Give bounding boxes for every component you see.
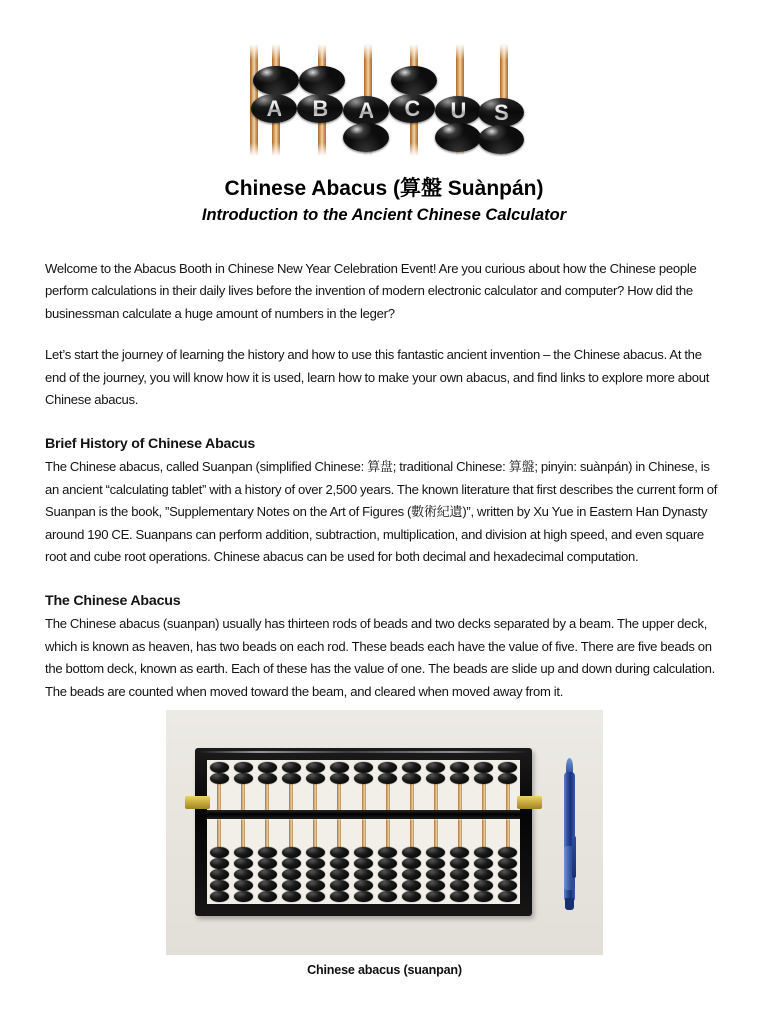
section-body-abacus: The Chinese abacus (suanpan) usually has thirteen rods of beads and two decks separated by a beam. The upper deck, which is known as heaven, has two beads on each rod. These beads each have the value of five. There are five beads on the bottom deck, known as earth. Each of these has the value of one. The beads are slide up and down during calculation. The beads are counted when moved toward the beam, and cleared when moved away from it. bbox=[45, 616, 716, 699]
abacus-bead-earth bbox=[282, 880, 301, 891]
abacus-bead-heaven bbox=[258, 773, 277, 784]
abacus-bead-heaven bbox=[402, 762, 421, 773]
abacus-bead-earth bbox=[378, 858, 397, 869]
abacus-brass-fitting bbox=[517, 796, 542, 809]
abacus-bead-heaven bbox=[306, 773, 325, 784]
abacus-bead-earth bbox=[210, 869, 229, 880]
section-heading-history: Brief History of Chinese Abacus bbox=[45, 436, 256, 453]
abacus-bead-earth bbox=[282, 858, 301, 869]
abacus-bead-heaven bbox=[354, 762, 373, 773]
logo-letter-bead bbox=[435, 96, 481, 125]
abacus-bead-heaven bbox=[330, 773, 349, 784]
abacus-bead-heaven bbox=[402, 773, 421, 784]
abacus-bead-earth bbox=[402, 858, 421, 869]
abacus-bead-earth bbox=[402, 891, 421, 902]
abacus-bead-earth bbox=[354, 880, 373, 891]
abacus-bead-heaven bbox=[210, 762, 229, 773]
pen bbox=[563, 758, 576, 910]
abacus-bead-earth bbox=[258, 880, 277, 891]
abacus-bead-earth bbox=[234, 880, 253, 891]
page-subtitle: Introduction to the Ancient Chinese Calculator bbox=[201, 206, 567, 224]
paragraph-spacer bbox=[45, 325, 725, 344]
abacus-bead-heaven bbox=[354, 773, 373, 784]
logo-letter: C bbox=[404, 95, 420, 121]
logo-bead bbox=[478, 125, 524, 154]
logo-letter: S bbox=[494, 99, 508, 125]
abacus-bead-earth bbox=[210, 847, 229, 858]
abacus-bead-earth bbox=[402, 869, 421, 880]
section-spacer bbox=[45, 568, 725, 590]
logo-letter: A bbox=[266, 95, 282, 121]
abacus-bead-earth bbox=[330, 858, 349, 869]
abacus-logo-image bbox=[0, 40, 768, 160]
abacus-bead-earth bbox=[378, 880, 397, 891]
abacus-bead-earth bbox=[258, 869, 277, 880]
abacus-bead-earth bbox=[354, 869, 373, 880]
abacus-bead-earth bbox=[330, 891, 349, 902]
abacus-bead-earth bbox=[354, 858, 373, 869]
abacus-bead-heaven bbox=[258, 762, 277, 773]
abacus-bead-earth bbox=[378, 847, 397, 858]
logo-letter: A bbox=[358, 97, 374, 123]
abacus-bead-earth bbox=[354, 891, 373, 902]
abacus-inner bbox=[207, 760, 520, 904]
abacus-bead-heaven bbox=[234, 762, 253, 773]
abacus-bead-earth bbox=[234, 858, 253, 869]
abacus-bead-earth bbox=[306, 880, 325, 891]
logo-bead bbox=[435, 123, 481, 152]
abacus-bead-heaven bbox=[306, 762, 325, 773]
abacus-bead-earth bbox=[402, 880, 421, 891]
intro-paragraph-1: Welcome to the Abacus Booth in Chinese New Year Celebration Event! Are you curious about how the Chinese people perform calculations in their daily lives before the invention of modern electronic calculator and computer? How did the businessman calculate a huge amount of numbers in the leger? bbox=[45, 261, 697, 321]
abacus-bead-earth bbox=[330, 847, 349, 858]
abacus-frame bbox=[195, 748, 532, 916]
abacus-bead-earth bbox=[234, 891, 253, 902]
abacus-bead-earth bbox=[306, 869, 325, 880]
abacus-bead-earth bbox=[330, 869, 349, 880]
logo-letter: B bbox=[312, 95, 328, 121]
logo-bead bbox=[391, 66, 437, 95]
section-heading-abacus: The Chinese Abacus bbox=[45, 593, 181, 610]
abacus-bead-earth bbox=[210, 880, 229, 891]
abacus-bead-heaven bbox=[378, 773, 397, 784]
abacus-photo bbox=[166, 710, 603, 955]
pen-end bbox=[565, 898, 574, 910]
abacus-bead-earth bbox=[258, 891, 277, 902]
abacus-bead-earth bbox=[378, 891, 397, 902]
figure bbox=[166, 710, 603, 979]
abacus-beam bbox=[207, 810, 520, 819]
abacus-bead-earth bbox=[402, 847, 421, 858]
logo-bead bbox=[343, 123, 389, 152]
logo-letter: U bbox=[450, 97, 466, 123]
abacus-bead-earth bbox=[234, 869, 253, 880]
section-spacer bbox=[45, 411, 725, 433]
abacus-bead-earth bbox=[282, 847, 301, 858]
abacus-bead-earth bbox=[210, 858, 229, 869]
pen-clip bbox=[572, 836, 576, 878]
document-body bbox=[45, 258, 725, 703]
page-title: Chinese Abacus (算盤 Suànpán) bbox=[224, 177, 544, 200]
abacus-bead-earth bbox=[282, 869, 301, 880]
logo-letter-bead bbox=[251, 94, 297, 123]
abacus-bead-heaven bbox=[330, 762, 349, 773]
abacus-bead-heaven bbox=[282, 762, 301, 773]
logo-letter-bead bbox=[389, 94, 435, 123]
abacus-bead-earth bbox=[258, 858, 277, 869]
abacus-bead-heaven bbox=[210, 773, 229, 784]
logo-bead bbox=[253, 66, 299, 95]
abacus-bead-earth bbox=[378, 869, 397, 880]
abacus-bead-earth bbox=[210, 891, 229, 902]
logo-letter-bead bbox=[478, 98, 524, 127]
abacus-bead-heaven bbox=[282, 773, 301, 784]
figure-caption: Chinese abacus (suanpan) bbox=[307, 963, 462, 977]
abacus-bead-heaven bbox=[378, 762, 397, 773]
logo-letter-bead bbox=[297, 94, 343, 123]
abacus-bead-earth bbox=[258, 847, 277, 858]
abacus-bead-earth bbox=[354, 847, 373, 858]
abacus-bead-earth bbox=[306, 891, 325, 902]
abacus-bead-earth bbox=[306, 858, 325, 869]
abacus-logo-graphic bbox=[250, 44, 518, 156]
abacus-bead-earth bbox=[234, 847, 253, 858]
section-body-history: The Chinese abacus, called Suanpan (simplified Chinese: 算盘; traditional Chinese: 算盤; pinyin: suànpán) in Chinese, is an ancient “calculating tablet” with a history of over 2,500 years. The known literature that first describes the current form of Suanpan is the book, ”Supplementary Notes on the Art of Figures (數術紀遺)”, written by Xu Yue in Eastern Han Dynasty around 190 CE. Suanpans can perform addition, subtraction, multiplication, and division at high speed, and even square root and cube root operations. Chinese abacus can be used for both decimal and hexadecimal computation. bbox=[45, 459, 718, 565]
abacus-brass-fitting bbox=[185, 796, 210, 809]
logo-bead bbox=[299, 66, 345, 95]
abacus-bead-earth bbox=[330, 880, 349, 891]
logo-letter-bead bbox=[343, 96, 389, 125]
abacus-bead-heaven bbox=[234, 773, 253, 784]
abacus-bead-earth bbox=[282, 891, 301, 902]
intro-paragraph-2: Let’s start the journey of learning the history and how to use this fantastic ancient invention – the Chinese abacus. At the end of the journey, you will know how it is used, learn how to make your own abacus, and find links to explore more about Chinese abacus. bbox=[45, 347, 710, 408]
abacus-bead-earth bbox=[306, 847, 325, 858]
